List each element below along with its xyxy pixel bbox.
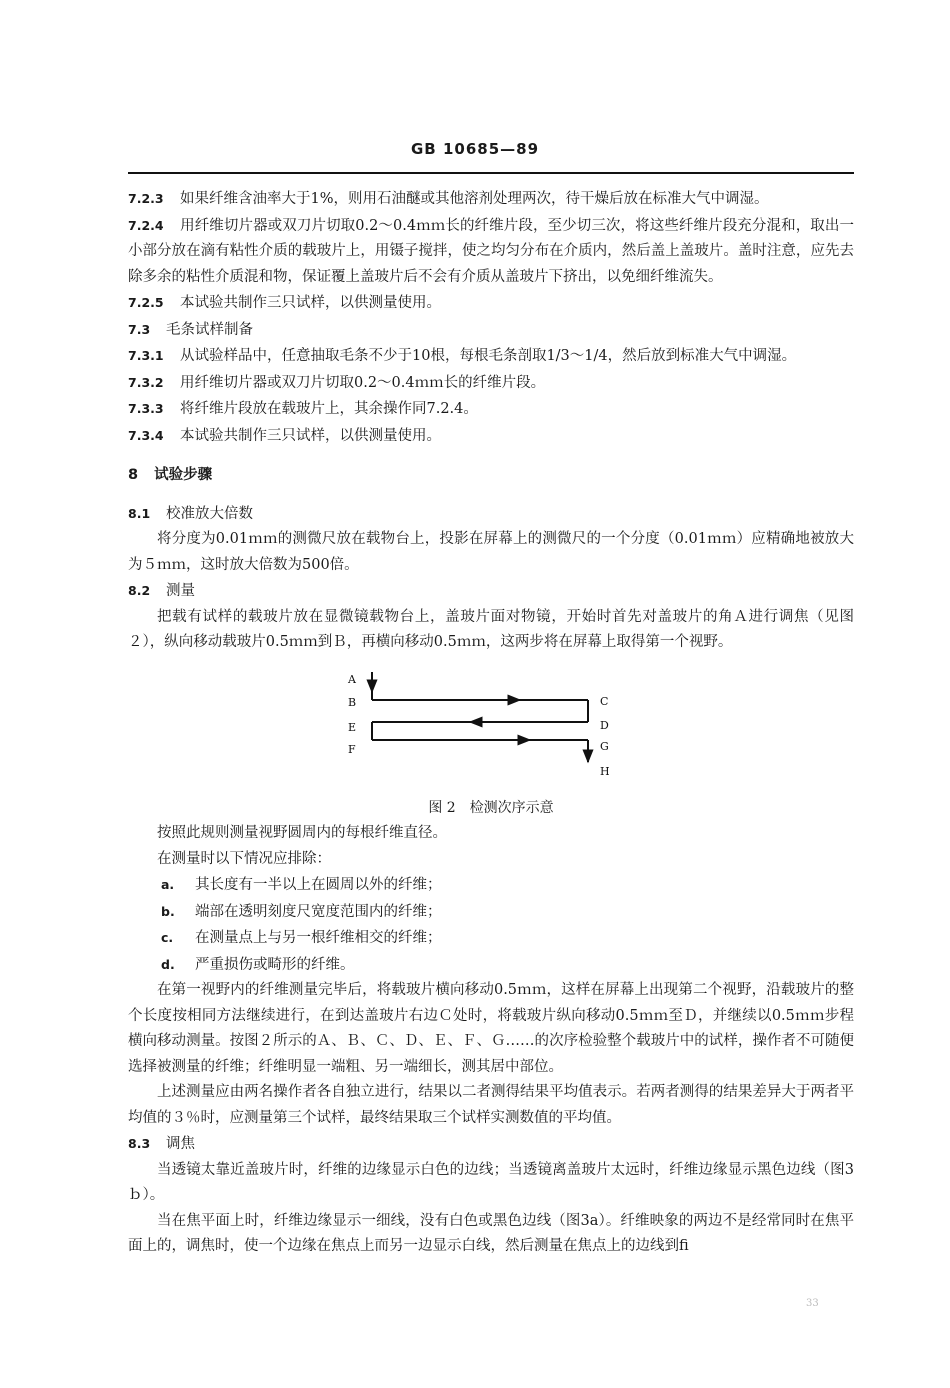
clause-7-2-5 — [128, 290, 854, 317]
label-D: D — [600, 718, 609, 732]
paragraph-operators: 上述测量应由两名操作者各自独立进行，结果以二者测得结果平均值表示。若两者测得的结果差异大于两者平均值的３％时，应测量第三个试样，最终结果取三个试样实测数值的平均值。 — [128, 1084, 854, 1126]
figure-number: 图 2 — [428, 799, 456, 816]
clause-8-1-heading — [128, 501, 854, 528]
list-text: 端部在透明刻度尺宽度范围内的纤维； — [195, 903, 442, 920]
clause-text: 本试验共制作三只试样，以供测量使用。 — [180, 427, 441, 444]
clause-8-3-heading — [128, 1131, 854, 1158]
clause-7-3-1 — [128, 343, 854, 370]
figure-title: 检测次序示意 — [469, 799, 554, 816]
list-marker: a. — [161, 877, 175, 892]
clause-heading: 校准放大倍数 — [166, 505, 253, 522]
clause-text: 用纤维切片器或双刀片切取0.2～0.4ｍｍ长的纤维片段，至少切三次，将这些纤维片段充分混和，取出一小部分放在滴有粘性介质的载玻片上，用镊子搅拌，使之均匀分布在介质内，然后盖上盖玻片。盖时注意，应先去除多余的粘性介质混和物，保证覆上盖玻片后不会有介质从盖玻片下挤出，以免细纤维流失。 — [128, 217, 854, 285]
clause-heading: 测量 — [166, 583, 195, 599]
label-H: H — [600, 764, 610, 778]
section-8-heading — [128, 463, 854, 489]
header-rule — [128, 172, 854, 174]
section-number: 8 — [128, 467, 139, 483]
clause-8-3-text-1: 当透镜太靠近盖玻片时，纤维的边缘显示白色的边线；当透镜离盖玻片太远时，纤维边缘显示黑色边线（图3ｂ）。 — [128, 1161, 854, 1203]
clause-number: 7.2.3 — [128, 191, 164, 206]
clause-number: 7.2.5 — [128, 295, 164, 310]
clause-8-1-text: 将分度为0.01ｍｍ的测微尺放在载物台上，投影在屏幕上的测微尺的一个分度（0.01ｍｍ）应精确地被放大为５ｍｍ，这时放大倍数为500倍。 — [128, 531, 854, 573]
exclusion-list — [128, 872, 854, 978]
paragraph-exclusion-intro: 在测量时以下情况应排除： — [157, 850, 331, 867]
clause-number: 7.3.3 — [128, 401, 164, 416]
clause-text: 本试验共制作三只试样，以供测量使用。 — [180, 295, 441, 311]
list-item — [161, 952, 854, 979]
clause-7-2-4 — [128, 213, 854, 291]
label-F: F — [348, 742, 356, 756]
clause-7-3-3 — [128, 396, 854, 423]
clause-number: 7.3.2 — [128, 374, 164, 390]
page-header-title: GB 10685—89 — [410, 140, 540, 158]
clause-heading: 毛条试样制备 — [166, 321, 253, 338]
list-text: 严重损伤或畸形的纤维。 — [195, 956, 355, 973]
clause-number: 7.3.4 — [128, 427, 164, 443]
clause-7-2-3 — [128, 186, 854, 213]
clause-number: 7.2.4 — [128, 217, 164, 233]
clause-8-3-text-2: 当在焦平面上时，纤维边缘显示一细线，没有白色或黑色边线（图3a）。纤维映象的两边不是经常同时在焦平面上的，调焦时，使一个边缘在焦点上而另一边显示白线，然后测量在焦点上的边线到fi — [128, 1212, 854, 1254]
clause-number: 8.3 — [128, 1136, 151, 1151]
section-title: 试验步骤 — [154, 467, 213, 483]
clause-number: 7.3 — [128, 321, 151, 337]
clause-7-3-4 — [128, 423, 854, 450]
label-A: A — [348, 672, 356, 686]
clause-number: 8.2 — [128, 583, 151, 598]
clause-heading: 调焦 — [166, 1136, 195, 1152]
label-C: C — [600, 694, 609, 708]
list-marker: b. — [161, 903, 175, 919]
clause-text: 从试验样品中，任意抽取毛条不少于10根，每根毛条剖取1/3～1/4，然后放到标准大气中调湿。 — [180, 348, 797, 364]
document-body — [128, 186, 854, 1260]
list-marker: c. — [161, 930, 174, 945]
paragraph-measure-rule: 按照此规则测量视野圆周内的每根纤维直径。 — [157, 825, 447, 841]
clause-number: 7.3.1 — [128, 348, 164, 363]
list-item — [161, 899, 854, 926]
list-item — [161, 925, 854, 952]
clause-7-3 — [128, 317, 854, 344]
figure-2-caption — [128, 796, 854, 822]
list-text: 在测量点上与另一根纤维相交的纤维； — [195, 930, 442, 946]
paragraph-field-movement: 在第一视野内的纤维测量完毕后，将载玻片横向移动0.5ｍｍ，这样在屏幕上出现第二个视野，沿载玻片的整个长度按相同方法继续进行，在到达盖玻片右边Ｃ处时，将载玻片纵向移动0.5ｍｍ至Ｄ，并继续以0.5ｍｍ步程横向移动测量。按图２所示的Ａ、Ｂ、Ｃ、Ｄ、Ｅ、Ｆ、Ｇ……的次序检验整个载玻片中的试样，操作者不可随便选择被测量的纤维；纤维明显一端粗、另一端细长，测其居中部位。 — [128, 982, 854, 1075]
clause-8-2-heading — [128, 578, 854, 605]
figure-2 — [128, 670, 854, 794]
clause-8-2-text: 把载有试样的载玻片放在显微镜载物台上，盖玻片面对物镜，开始时首先对盖玻片的角Ａ进行调焦（见图２），纵向移动载玻片0.5ｍｍ到Ｂ，再横向移动0.5ｍｍ，这两步将在屏幕上取得第一个视野。 — [128, 608, 854, 650]
clause-text: 用纤维切片器或双刀片切取0.2～0.4ｍｍ长的纤维片段。 — [180, 374, 546, 391]
inspection-order-diagram — [128, 670, 854, 794]
clause-7-3-2 — [128, 370, 854, 397]
clause-number: 8.1 — [128, 505, 151, 521]
label-B: B — [348, 695, 357, 709]
label-G: G — [600, 739, 609, 753]
list-marker: d. — [161, 956, 175, 972]
list-text: 其长度有一半以上在圆周以外的纤维； — [195, 877, 442, 893]
clause-text: 如果纤维含油率大于1%，则用石油醚或其他溶剂处理两次，待干燥后放在标准大气中调湿。 — [180, 191, 769, 207]
list-item — [161, 872, 854, 899]
label-E: E — [348, 720, 357, 734]
page-number: 33 — [806, 1298, 819, 1309]
clause-text: 将纤维片段放在载玻片上，其余操作同7.2.4。 — [180, 401, 478, 417]
